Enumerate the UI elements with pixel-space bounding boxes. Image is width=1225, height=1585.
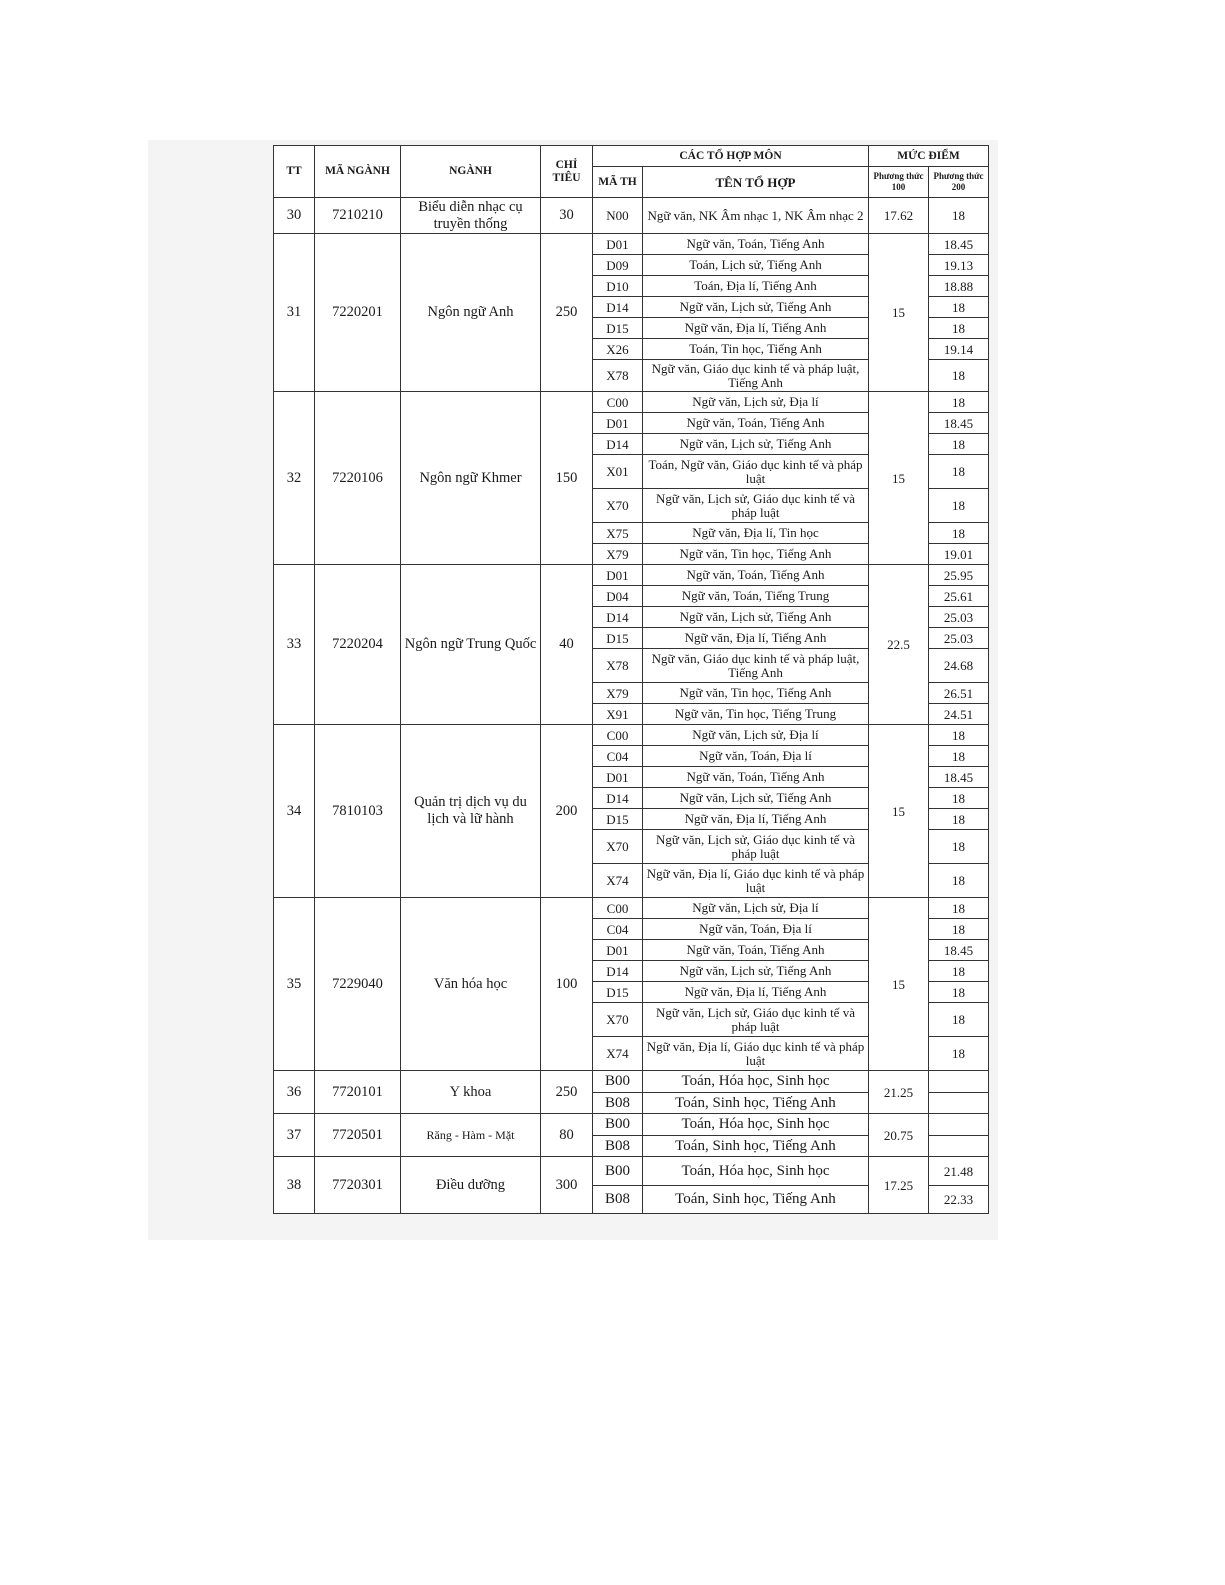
table-row (274, 1157, 989, 1186)
pt200-cell: 18.45 (929, 767, 989, 788)
ma-nganh-cell: 7220201 (315, 234, 401, 392)
header-chi-tieu: CHỈ TIÊU (541, 146, 593, 198)
combo-name-cell: Toán, Hóa học, Sinh học (643, 1114, 869, 1136)
pt200-cell (929, 1114, 989, 1136)
combo-code-cell: X01 (593, 455, 643, 489)
combo-code-cell: B00 (593, 1157, 643, 1186)
combo-name-cell: Ngữ văn, Lịch sử, Giáo dục kinh tế và pháp luật (643, 1003, 869, 1037)
table-row (274, 1071, 989, 1093)
header-ma-nganh: MÃ NGÀNH (315, 146, 401, 198)
nganh-cell: Văn hóa học (401, 898, 541, 1071)
chi-tieu-cell: 40 (541, 565, 593, 725)
pt100-cell: 20.75 (869, 1114, 929, 1157)
combo-code-cell: D15 (593, 628, 643, 649)
pt200-cell: 18 (929, 297, 989, 318)
pt200-cell: 18.45 (929, 940, 989, 961)
combo-name-cell: Ngữ văn, Địa lí, Tin học (643, 523, 869, 544)
pt100-cell: 17.25 (869, 1157, 929, 1214)
combo-code-cell: D14 (593, 788, 643, 809)
combo-name-cell: Ngữ văn, Toán, Tiếng Anh (643, 234, 869, 255)
pt200-cell: 18 (929, 898, 989, 919)
tt-cell: 33 (274, 565, 315, 725)
pt200-cell: 25.03 (929, 607, 989, 628)
combo-name-cell: Ngữ văn, Địa lí, Giáo dục kinh tế và pháp luật (643, 864, 869, 898)
combo-code-cell: D14 (593, 607, 643, 628)
combo-name-cell: Ngữ văn, Địa lí, Tiếng Anh (643, 628, 869, 649)
combo-code-cell: D14 (593, 434, 643, 455)
nganh-cell: Ngôn ngữ Anh (401, 234, 541, 392)
combo-name-cell: Ngữ văn, Địa lí, Tiếng Anh (643, 318, 869, 339)
header-nganh: NGÀNH (401, 146, 541, 198)
ma-nganh-cell: 7720101 (315, 1071, 401, 1114)
combo-code-cell: D01 (593, 413, 643, 434)
combo-name-cell: Ngữ văn, Lịch sử, Địa lí (643, 725, 869, 746)
pt200-cell: 18.45 (929, 413, 989, 434)
combo-code-cell: X79 (593, 683, 643, 704)
chi-tieu-cell: 80 (541, 1114, 593, 1157)
combo-code-cell: D01 (593, 565, 643, 586)
pt200-cell: 24.68 (929, 649, 989, 683)
ma-nganh-cell: 7210210 (315, 198, 401, 234)
chi-tieu-cell: 250 (541, 1071, 593, 1114)
table-row (274, 198, 989, 234)
combo-code-cell: D04 (593, 586, 643, 607)
header-ten-to-hop: TÊN TỔ HỢP (643, 167, 869, 198)
combo-name-cell: Ngữ văn, Tin học, Tiếng Anh (643, 544, 869, 565)
pt200-cell: 18.88 (929, 276, 989, 297)
table-row (274, 898, 989, 919)
nganh-cell: Răng - Hàm - Mặt (401, 1114, 541, 1157)
tt-cell: 34 (274, 725, 315, 898)
combo-code-cell: D01 (593, 940, 643, 961)
combo-name-cell: Ngữ văn, Giáo dục kinh tế và pháp luật, Tiếng Anh (643, 360, 869, 392)
admission-score-table (273, 145, 989, 1214)
pt200-cell: 18 (929, 392, 989, 413)
combo-name-cell: Ngữ văn, Lịch sử, Tiếng Anh (643, 961, 869, 982)
pt100-cell: 15 (869, 392, 929, 565)
pt100-cell: 15 (869, 898, 929, 1071)
pt200-cell: 19.13 (929, 255, 989, 276)
combo-name-cell: Ngữ văn, Lịch sử, Tiếng Anh (643, 297, 869, 318)
combo-code-cell: X79 (593, 544, 643, 565)
combo-name-cell: Ngữ văn, Lịch sử, Tiếng Anh (643, 434, 869, 455)
combo-code-cell: D09 (593, 255, 643, 276)
combo-name-cell: Ngữ văn, Toán, Địa lí (643, 919, 869, 940)
pt200-cell: 18 (929, 746, 989, 767)
ma-nganh-cell: 7220204 (315, 565, 401, 725)
pt200-cell: 21.48 (929, 1157, 989, 1186)
combo-code-cell: X91 (593, 704, 643, 725)
combo-code-cell: D01 (593, 767, 643, 788)
combo-name-cell: Ngữ văn, Lịch sử, Địa lí (643, 898, 869, 919)
nganh-cell: Quản trị dịch vụ du lịch và lữ hành (401, 725, 541, 898)
header-pt100: Phương thức 100 (869, 167, 929, 198)
pt200-cell: 18 (929, 489, 989, 523)
pt200-cell: 18 (929, 1003, 989, 1037)
chi-tieu-cell: 250 (541, 234, 593, 392)
table-row (274, 1114, 989, 1136)
combo-code-cell: X70 (593, 1003, 643, 1037)
pt200-cell: 18 (929, 919, 989, 940)
combo-name-cell: Ngữ văn, Tin học, Tiếng Trung (643, 704, 869, 725)
nganh-cell: Y khoa (401, 1071, 541, 1114)
combo-code-cell: D15 (593, 982, 643, 1003)
pt100-cell: 17.62 (869, 198, 929, 234)
combo-name-cell: Ngữ văn, Lịch sử, Giáo dục kinh tế và pháp luật (643, 489, 869, 523)
chi-tieu-cell: 30 (541, 198, 593, 234)
nganh-cell: Điều dưỡng (401, 1157, 541, 1214)
chi-tieu-cell: 200 (541, 725, 593, 898)
table-row (274, 725, 989, 746)
pt200-cell: 18 (929, 982, 989, 1003)
combo-name-cell: Toán, Lịch sử, Tiếng Anh (643, 255, 869, 276)
table-row (274, 392, 989, 413)
header-cac-to-hop-mon: CÁC TỔ HỢP MÔN (593, 146, 869, 167)
combo-code-cell: B00 (593, 1071, 643, 1093)
header-ma-th: MÃ TH (593, 167, 643, 198)
pt100-cell: 15 (869, 234, 929, 392)
pt200-cell: 18 (929, 830, 989, 864)
pt200-cell: 19.14 (929, 339, 989, 360)
pt200-cell: 18 (929, 523, 989, 544)
combo-code-cell: B08 (593, 1136, 643, 1157)
combo-code-cell: B00 (593, 1114, 643, 1136)
pt200-cell: 18 (929, 198, 989, 234)
combo-name-cell: Toán, Hóa học, Sinh học (643, 1071, 869, 1093)
combo-name-cell: Ngữ văn, Lịch sử, Giáo dục kinh tế và pháp luật (643, 830, 869, 864)
tt-cell: 31 (274, 234, 315, 392)
tt-cell: 35 (274, 898, 315, 1071)
combo-code-cell: D15 (593, 318, 643, 339)
ma-nganh-cell: 7720301 (315, 1157, 401, 1214)
combo-name-cell: Toán, Địa lí, Tiếng Anh (643, 276, 869, 297)
pt200-cell: 22.33 (929, 1186, 989, 1214)
combo-name-cell: Toán, Sinh học, Tiếng Anh (643, 1136, 869, 1157)
combo-code-cell: X70 (593, 830, 643, 864)
tt-cell: 36 (274, 1071, 315, 1114)
combo-name-cell: Ngữ văn, Toán, Địa lí (643, 746, 869, 767)
table-row (274, 565, 989, 586)
pt200-cell: 25.61 (929, 586, 989, 607)
tt-cell: 38 (274, 1157, 315, 1214)
pt100-cell: 15 (869, 725, 929, 898)
chi-tieu-cell: 300 (541, 1157, 593, 1214)
combo-code-cell: C04 (593, 746, 643, 767)
combo-name-cell: Ngữ văn, Toán, Tiếng Anh (643, 413, 869, 434)
combo-name-cell: Ngữ văn, Địa lí, Giáo dục kinh tế và pháp luật (643, 1037, 869, 1071)
pt200-cell: 26.51 (929, 683, 989, 704)
combo-name-cell: Ngữ văn, Tin học, Tiếng Anh (643, 683, 869, 704)
combo-name-cell: Ngữ văn, Địa lí, Tiếng Anh (643, 809, 869, 830)
pt200-cell: 18 (929, 360, 989, 392)
pt200-cell: 25.95 (929, 565, 989, 586)
combo-code-cell: X75 (593, 523, 643, 544)
ma-nganh-cell: 7229040 (315, 898, 401, 1071)
pt200-cell: 18 (929, 725, 989, 746)
combo-name-cell: Toán, Hóa học, Sinh học (643, 1157, 869, 1186)
chi-tieu-cell: 150 (541, 392, 593, 565)
combo-code-cell: X78 (593, 649, 643, 683)
header-muc-diem: MỨC ĐIỂM (869, 146, 989, 167)
combo-code-cell: C00 (593, 392, 643, 413)
combo-code-cell: C00 (593, 898, 643, 919)
combo-code-cell: B08 (593, 1093, 643, 1114)
pt200-cell: 25.03 (929, 628, 989, 649)
combo-name-cell: Ngữ văn, Toán, Tiếng Anh (643, 565, 869, 586)
pt200-cell: 18 (929, 788, 989, 809)
combo-name-cell: Ngữ văn, Lịch sử, Địa lí (643, 392, 869, 413)
combo-name-cell: Ngữ văn, Lịch sử, Tiếng Anh (643, 788, 869, 809)
ma-nganh-cell: 7720501 (315, 1114, 401, 1157)
tt-cell: 32 (274, 392, 315, 565)
header-tt: TT (274, 146, 315, 198)
combo-name-cell: Toán, Sinh học, Tiếng Anh (643, 1186, 869, 1214)
pt200-cell: 18 (929, 1037, 989, 1071)
combo-code-cell: D14 (593, 961, 643, 982)
nganh-cell: Ngôn ngữ Trung Quốc (401, 565, 541, 725)
tt-cell: 37 (274, 1114, 315, 1157)
combo-code-cell: X26 (593, 339, 643, 360)
combo-code-cell: D15 (593, 809, 643, 830)
combo-name-cell: Ngữ văn, Địa lí, Tiếng Anh (643, 982, 869, 1003)
combo-code-cell: D01 (593, 234, 643, 255)
pt200-cell (929, 1093, 989, 1114)
combo-code-cell: N00 (593, 198, 643, 234)
combo-name-cell: Ngữ văn, Toán, Tiếng Trung (643, 586, 869, 607)
pt100-cell: 21.25 (869, 1071, 929, 1114)
pt200-cell: 19.01 (929, 544, 989, 565)
pt200-cell: 18 (929, 318, 989, 339)
chi-tieu-cell: 100 (541, 898, 593, 1071)
combo-code-cell: X74 (593, 864, 643, 898)
nganh-cell: Biểu diễn nhạc cụ truyền thống (401, 198, 541, 234)
combo-code-cell: X78 (593, 360, 643, 392)
ma-nganh-cell: 7220106 (315, 392, 401, 565)
nganh-cell: Ngôn ngữ Khmer (401, 392, 541, 565)
combo-name-cell: Toán, Sinh học, Tiếng Anh (643, 1093, 869, 1114)
table-row (274, 234, 989, 255)
pt100-cell: 22.5 (869, 565, 929, 725)
pt200-cell: 18 (929, 809, 989, 830)
header-pt200: Phương thức 200 (929, 167, 989, 198)
ma-nganh-cell: 7810103 (315, 725, 401, 898)
combo-code-cell: D10 (593, 276, 643, 297)
combo-name-cell: Ngữ văn, Toán, Tiếng Anh (643, 767, 869, 788)
pt200-cell (929, 1136, 989, 1157)
tt-cell: 30 (274, 198, 315, 234)
combo-code-cell: X74 (593, 1037, 643, 1071)
combo-name-cell: Ngữ văn, NK Âm nhạc 1, NK Âm nhạc 2 (643, 198, 869, 234)
combo-name-cell: Ngữ văn, Giáo dục kinh tế và pháp luật, Tiếng Anh (643, 649, 869, 683)
pt200-cell (929, 1071, 989, 1093)
pt200-cell: 18 (929, 961, 989, 982)
combo-code-cell: B08 (593, 1186, 643, 1214)
combo-name-cell: Ngữ văn, Lịch sử, Tiếng Anh (643, 607, 869, 628)
pt200-cell: 18.45 (929, 234, 989, 255)
combo-code-cell: C04 (593, 919, 643, 940)
pt200-cell: 18 (929, 864, 989, 898)
pt200-cell: 18 (929, 434, 989, 455)
combo-code-cell: D14 (593, 297, 643, 318)
pt200-cell: 24.51 (929, 704, 989, 725)
combo-name-cell: Ngữ văn, Toán, Tiếng Anh (643, 940, 869, 961)
combo-name-cell: Toán, Tin học, Tiếng Anh (643, 339, 869, 360)
combo-code-cell: X70 (593, 489, 643, 523)
combo-name-cell: Toán, Ngữ văn, Giáo dục kinh tế và pháp luật (643, 455, 869, 489)
pt200-cell: 18 (929, 455, 989, 489)
combo-code-cell: C00 (593, 725, 643, 746)
